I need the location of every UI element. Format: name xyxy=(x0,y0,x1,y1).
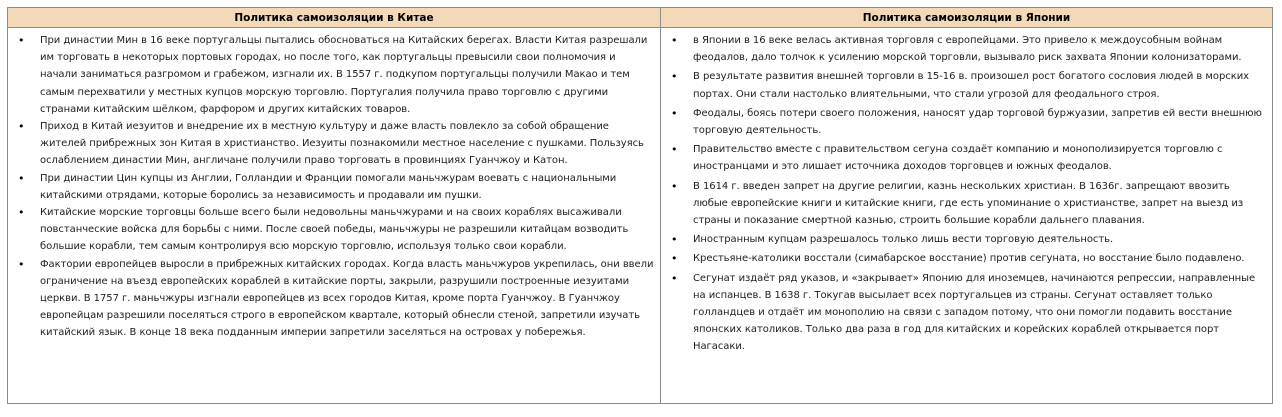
japan-item-text: Иностранным купцам разрешалось только лишь вести торговую деятельность. xyxy=(693,234,1114,246)
comparison-table xyxy=(7,7,1273,404)
china-item-5 xyxy=(14,256,654,342)
japan-bullet-list xyxy=(667,32,1266,356)
japan-item-5 xyxy=(667,178,1266,230)
bullet-icon: • xyxy=(671,252,678,266)
bullet-icon: • xyxy=(18,257,25,271)
japan-item-text: В 1614 г. введен запрет на другие религии, казнь нескольких христиан. В 1636г. запрещают ввозить любые европейские книги и китайские книги, где есть упоминание о христианстве, запрет на выезд из страны и показание смертной казнью, строить большие корабли дальнего плавания. xyxy=(693,180,1244,227)
china-item-4 xyxy=(14,204,654,256)
bullet-icon: • xyxy=(671,70,678,84)
china-item-1 xyxy=(14,32,654,118)
china-item-text: Китайские морские торговцы больше всего были недовольны маньчжурами и на своих кораблях высаживали повстанческие войска для борьбы с ними. После своей победы, маньчжуры не разрешили китайцам возводить большие корабли, тем самым контролируя всю морскую торговлю, используя только свои корабли. xyxy=(40,207,629,253)
japan-item-4 xyxy=(667,141,1266,175)
bullet-icon: • xyxy=(18,206,25,220)
japan-column xyxy=(661,8,1272,403)
japan-item-text: в Японии в 16 веке велась активная торговля с европейцами. Это привело к междоусобным войнам феодалов, дало толчок к усилению морской торговли, вызывало риск захвата Японии колонизаторами. xyxy=(693,35,1242,64)
bullet-icon: • xyxy=(671,106,678,120)
japan-item-6 xyxy=(667,231,1266,248)
japan-item-text: В результате развития внешней торговли в 15-16 в. произошел рост богатого сословия людей в морских портах. Они стали настолько влиятельными, что стали угрозой для феодального строя. xyxy=(693,71,1250,100)
china-bullet-list xyxy=(14,32,654,342)
bullet-icon: • xyxy=(671,143,678,157)
japan-item-3 xyxy=(667,105,1266,139)
japan-item-2 xyxy=(667,68,1266,102)
china-item-text: Приход в Китай иезуитов и внедрение их в местную культуру и даже власть повлекло за собой обращение жителей прибрежных зон Китая в христианство. Иезуиты познакомили местное население с пушками. Пользуясь ослаблением династии Мин, англичане получили право торговать в провинциях Гуанчжоу и Катон. xyxy=(40,121,644,167)
china-item-3 xyxy=(14,170,654,204)
china-item-text: При династии Цин купцы из Англии, Голландии и Франции помогали маньчжурам воевать с национальными китайскими отрядами, которые боролись за независимость и продавали им пушки. xyxy=(40,172,617,201)
japan-item-text: Правительство вместе с правительством сегуна создаёт компанию и монополизируется торговлю с иностранцами и это лишает источника доходов торговцев и южных феодалов. xyxy=(693,144,1223,173)
bullet-icon: • xyxy=(671,179,678,193)
japan-item-1 xyxy=(667,32,1266,66)
china-column xyxy=(8,8,661,403)
bullet-icon: • xyxy=(18,120,25,134)
china-column-header: Политика самоизоляции в Китае xyxy=(8,8,660,28)
japan-item-8 xyxy=(667,270,1266,356)
bullet-icon: • xyxy=(18,34,25,47)
bullet-icon: • xyxy=(18,171,25,185)
japan-column-body xyxy=(661,28,1272,356)
bullet-icon: • xyxy=(671,34,678,47)
japan-item-7 xyxy=(667,250,1266,267)
china-item-2 xyxy=(14,118,654,170)
china-item-text: При династии Мин в 16 веке португальцы пытались обосноваться на Китайских берегах. Власти Китая разрешали им торговать в некоторых портовых городах, но после того, как португальцы превысили свои полномочия и начали заниматься разгромом и грабежом, изгнали их. В 1557 г. подкупом португальцы получили Макао и тем самым перехватили у местных купцов морскую торговлю. Португалия получила право торговлю с другими странами китайским шёлком, фарфором и других китайских товаров. xyxy=(40,35,648,115)
japan-item-text: Феодалы, боясь потери своего положения, наносят удар торговой буржуазии, запретив ей вести внешнюю торговую деятельность. xyxy=(693,107,1262,137)
japan-item-text: Сегунат издаёт ряд указов, и «закрывает» Японию для иноземцев, начинаются репрессии, направленные на испанцев. В 1638 г. Токугав высылает всех португальцев из страны. Сегунат оставляет только голландцев и отдаёт им монополию на связи с западом потому, что они помогли подавить восстание японских католиков. Только два раза в год для китайских и корейских кораблей открывается порт Нагасаки. xyxy=(693,272,1256,353)
japan-column-header: Политика самоизоляции в Японии xyxy=(661,8,1272,28)
china-item-text: Фактории европейцев выросли в прибрежных китайских городах. Когда власть маньчжуров укрепилась, они ввели ограничение на въезд европейских кораблей в китайские порты, закрыли, разрушили построенные иезуитами церкви. В 1757 г. маньчжуры изгнали европейцев из всех городов Китая, кроме порта Гуанчжоу. В Гуанчжоу европейцам разрешили поселяться строго в европейском квартале, который обнесли стеной, запретили изучать китайский язык. В конце 18 века подданным империи запретили заселяться на островах у побережья. xyxy=(40,258,654,339)
japan-item-text: Крестьяне-католики восстали (симабарское восстание) против сегуната, но восстание было подавлено. xyxy=(693,253,1245,265)
china-column-body xyxy=(8,28,660,342)
bullet-icon: • xyxy=(671,233,678,247)
bullet-icon: • xyxy=(671,271,678,285)
